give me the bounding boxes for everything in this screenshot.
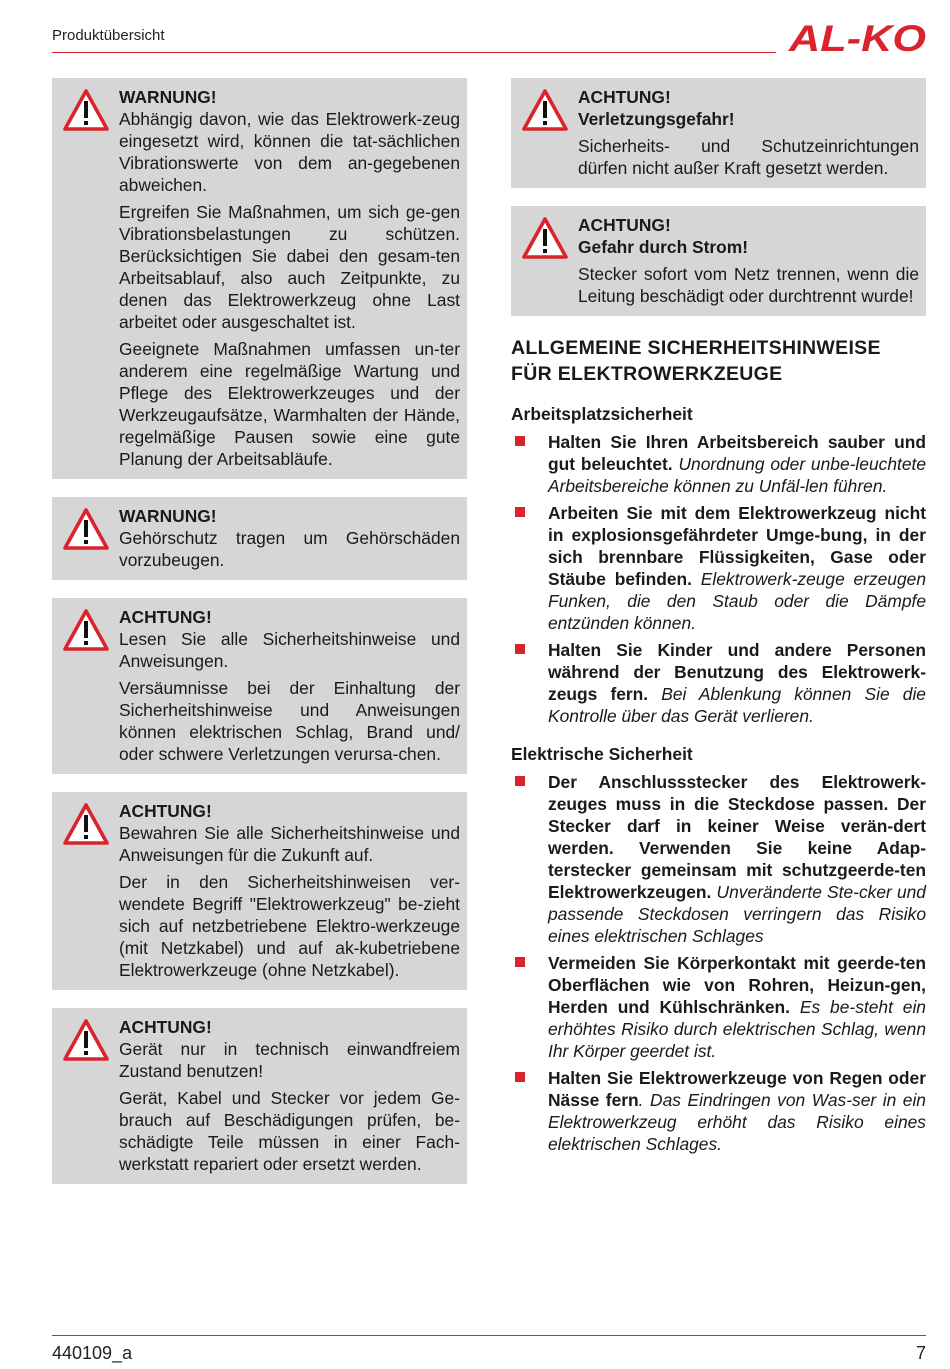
section-heading (511, 335, 926, 387)
warning-triangle-icon (62, 88, 110, 132)
box-paragraph: Gerät, Kabel und Stecker vor jedem Ge-brauch auf Beschädigungen prüfen, be-schädigte Teile müssen in einer Fach-werkstatt repariert oder ersetzt werden. (119, 1088, 460, 1174)
box-paragraph: Gehörschutz tragen um Gehörschäden vorzubeugen. (119, 528, 460, 570)
list-item (511, 639, 926, 727)
warning-triangle-icon (62, 1018, 110, 1062)
caution-box-device-condition (52, 1008, 467, 1184)
box-subtitle: Verletzungsgefahr! (578, 109, 735, 129)
box-paragraph: Geeignete Maßnahmen umfassen un-ter anderem eine regelmäßige Wartung und Pflege des Elektrowerkzeuges und der Werkzeugaufsätze, Warmhalten der Hände, regelmäßige Pausen sowie eine gute Planung der Arbeitsabläufe. (119, 339, 460, 469)
subsection-title: Arbeitsplatzsicherheit (511, 404, 693, 424)
box-paragraph: Abhängig davon, wie das Elektrowerk-zeug eingesetzt wird, können die tat-sächlichen Vibrationswerte von dem an-gegebenen abweichen. (119, 109, 460, 195)
bullet-square-icon (515, 957, 525, 967)
warning-triangle-icon (521, 216, 569, 260)
warning-triangle-icon (62, 608, 110, 652)
bullet-bold-text: Halten Sie Kinder und andere Personen während der Benutzung des Elektrowerk-zeugs fern. (548, 640, 926, 704)
box-paragraph: Der in den Sicherheitshinweisen ver-wendete Begriff "Elektrowerkzeug" be-zieht sich auf netzbetriebene Elektro-werkzeuge (mit Netzkabel) und auf ak-kubetriebene Elektrowerkzeuge (ohne Netzkabel). (119, 872, 460, 980)
bullet-bold-text: Arbeiten Sie mit dem Elektrowerkzeug nicht in explosionsgefährdeter Umge-bung, in der sich brennbare Flüssigkeiten, Gase oder Stäube befinden. (548, 503, 926, 589)
list-item (511, 431, 926, 497)
box-paragraph: Sicherheits- und Schutzeinrichtungen dürfen nicht außer Kraft gesetzt werden. (578, 136, 919, 178)
alko-logo (788, 17, 928, 57)
bullet-italic-text: Es be-steht ein erhöhtes Risiko durch elektrischen Schlag, wenn Ihr Körper geerdet ist. (548, 997, 926, 1061)
box-paragraph: Stecker sofort vom Netz trennen, wenn die Leitung beschädigt oder durchtrennt wurde! (578, 264, 919, 306)
page-number: 7 (915, 1343, 926, 1363)
bullet-italic-text: . Das Eindringen von Was-ser in ein Elektrowerkzeug erhöht das Risiko eines elektrischen Schlages. (548, 1090, 926, 1154)
bullet-square-icon (515, 436, 525, 446)
box-title: ACHTUNG! (119, 801, 212, 821)
footer-divider (52, 1335, 926, 1336)
bullet-italic-text: Unordnung oder unbe-leuchtete Arbeitsbereiche können zu Unfäl-len führen. (548, 454, 926, 496)
warning-box-hearing (52, 497, 467, 580)
warning-box-vibration (52, 78, 467, 479)
box-title: WARNUNG! (119, 506, 217, 526)
box-paragraph: Versäumnisse bei der Einhaltung der Sicherheitshinweise und Anweisungen können elektrischen Schlag, Brand und/ oder schwere Verletzungen verursa-chen. (119, 678, 460, 764)
caution-box-electricity (511, 206, 926, 316)
list-item (511, 771, 926, 947)
box-title: ACHTUNG! (119, 1017, 212, 1037)
box-title: WARNUNG! (119, 87, 217, 107)
list-item (511, 1067, 926, 1155)
subsection-title: Elektrische Sicherheit (511, 744, 693, 764)
section-heading-line: FÜR ELEKTROWERKZEUGE (511, 363, 783, 385)
box-title: ACHTUNG! (119, 607, 212, 627)
bullet-bold-text: Vermeiden Sie Körperkontakt mit geerde-ten Oberflächen wie von Rohren, Heizun-gen, Herden und Kühlschränken. (548, 953, 926, 1017)
right-column (511, 78, 926, 1171)
section-heading-line: ALLGEMEINE SICHERHEITSHINWEISE (511, 337, 881, 359)
list-item (511, 502, 926, 634)
bullet-square-icon (515, 1072, 525, 1082)
bullet-square-icon (515, 507, 525, 517)
list-item (511, 952, 926, 1062)
box-title: ACHTUNG! (578, 87, 671, 107)
caution-box-injury (511, 78, 926, 188)
warning-triangle-icon (521, 88, 569, 132)
header-divider (52, 52, 776, 53)
box-subtitle: Gefahr durch Strom! (578, 237, 749, 257)
header-title: Produktübersicht (52, 27, 165, 44)
box-paragraph: Bewahren Sie alle Sicherheitshinweise und Anweisungen für die Zukunft auf. (119, 823, 460, 865)
box-paragraph: Lesen Sie alle Sicherheitshinweise und Anweisungen. (119, 629, 460, 671)
bullet-bold-text: Der Anschlussstecker des Elektrowerk-zeuges muss in die Steckdose passen. Der Stecker darf in keiner Weise verän-dert werden. Verwenden Sie keine Adap-terstecker gemeinsam mit schutzgeerde-ten Elektrowerkzeugen. (548, 772, 926, 902)
bullet-square-icon (515, 776, 525, 786)
bullet-italic-text: Elektrowerk-zeuge erzeugen Funken, die den Staub oder die Dämpfe entzünden können. (548, 569, 926, 633)
box-paragraph: Ergreifen Sie Maßnahmen, um sich ge-gen Vibrationsbelastungen zu schützen. Berücksichtigen Sie dabei den gesam-ten Arbeitsablauf, also auch Zeitpunkte, zu denen das Elektrowerkzeug ohne Last arbeitet oder ausgeschaltet ist. (119, 202, 460, 332)
caution-box-read-instructions (52, 598, 467, 774)
bullet-bold-text: Halten Sie Elektrowerkzeuge von Regen oder Nässe fern (548, 1068, 926, 1110)
bullet-list-electrical (511, 771, 926, 1155)
document-number: 440109_a (52, 1343, 133, 1363)
warning-triangle-icon (62, 507, 110, 551)
bullet-italic-text: Bei Ablenkung können Sie die Kontrolle über das Gerät verlieren. (548, 684, 926, 726)
left-column (52, 78, 467, 1202)
box-paragraph: Gerät nur in technisch einwandfreiem Zustand benutzen! (119, 1039, 460, 1081)
bullet-italic-text: Unveränderte Ste-cker und passende Steckdosen verringern das Risiko eines elektrischen Schlages (548, 882, 926, 946)
bullet-square-icon (515, 644, 525, 654)
box-title: ACHTUNG! (578, 215, 671, 235)
bullet-list-workplace (511, 431, 926, 727)
caution-box-keep-instructions (52, 792, 467, 990)
warning-triangle-icon (62, 802, 110, 846)
bullet-bold-text: Halten Sie Ihren Arbeitsbereich sauber und gut beleuchtet. (548, 432, 926, 474)
logo-text: AL-KO (788, 18, 927, 57)
